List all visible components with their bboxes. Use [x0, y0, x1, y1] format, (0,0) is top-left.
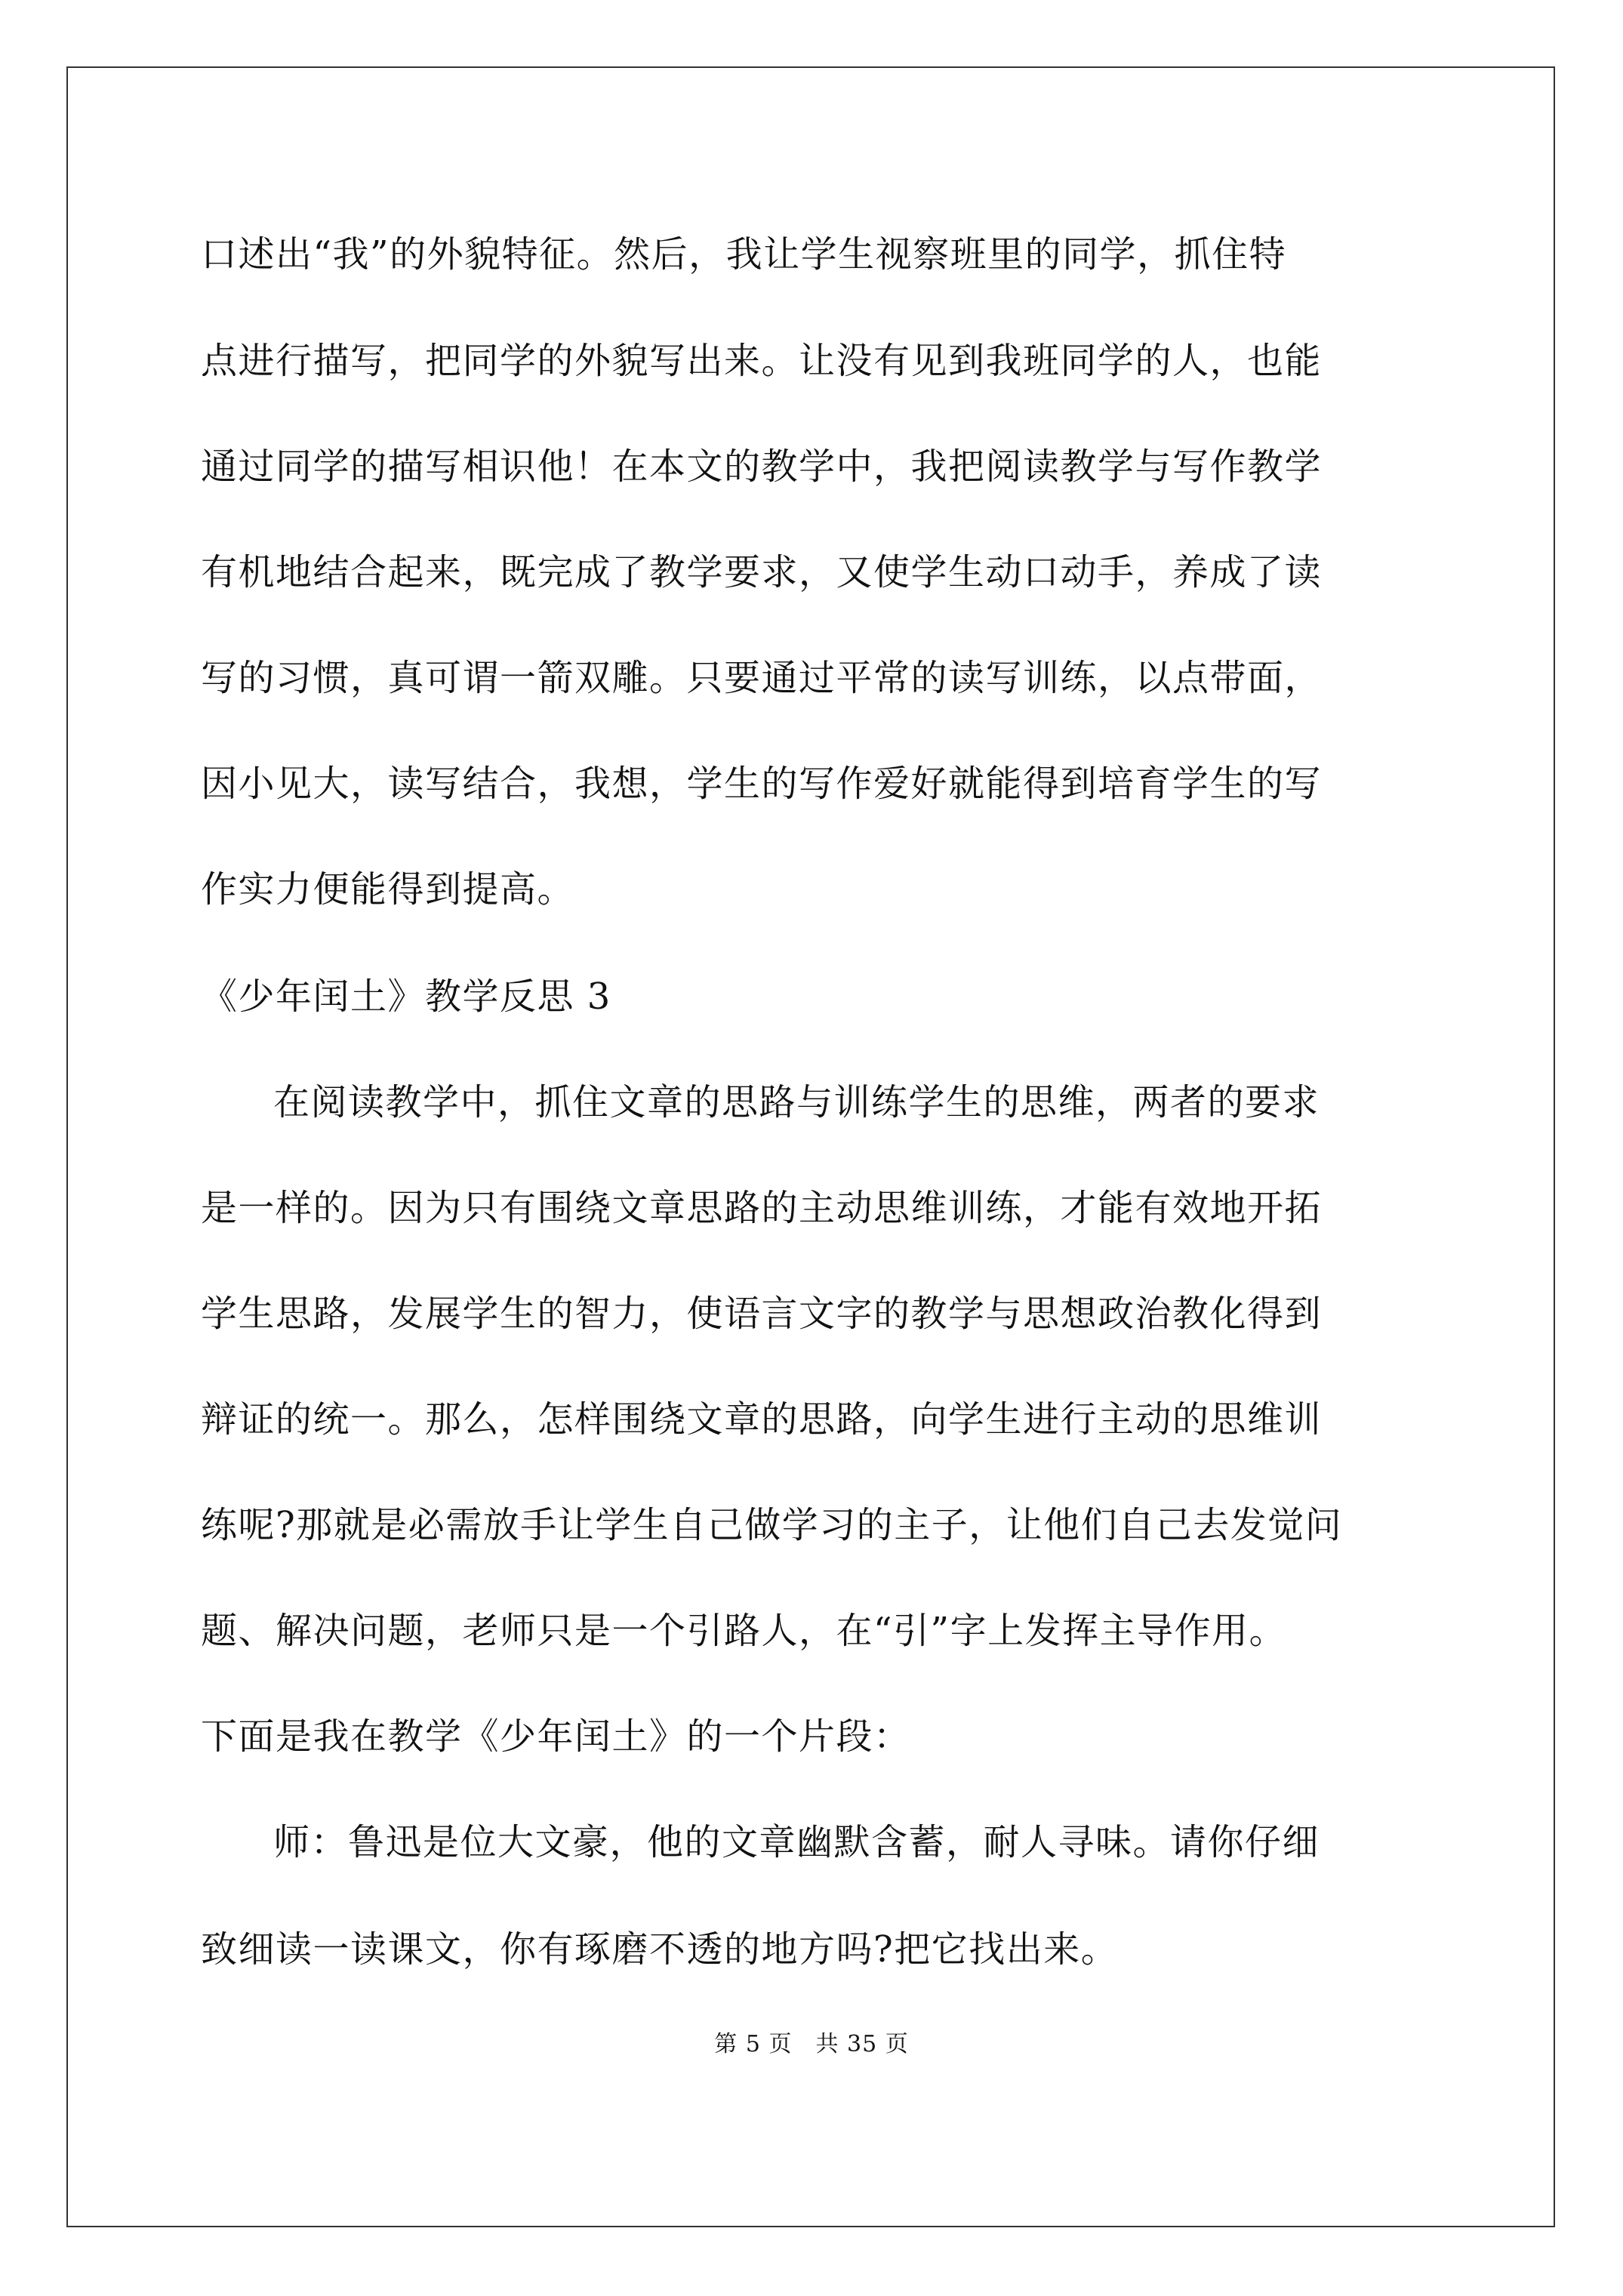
- page-footer: 第 5 页 共 35 页: [714, 2031, 909, 2057]
- paragraph-line: 师：鲁迅是位大文豪，他的文章幽默含蓄，耐人寻味。请你仔细: [273, 1821, 1320, 1863]
- paragraph-line: 下面是我在教学《少年闰土》的一个片段：: [201, 1715, 911, 1758]
- paragraph-line: 致细读一读课文，你有琢磨不透的地方吗?把它找出来。: [201, 1928, 1119, 1971]
- paragraph-line: 有机地结合起来，既完成了教学要求，又使学生动口动手，养成了读: [201, 551, 1323, 593]
- paragraph-line: 因小见大，读写结合，我想，学生的写作爱好就能得到培育学生的写: [201, 763, 1323, 805]
- page-border: [66, 66, 1555, 2227]
- paragraph-line: 题、解决问题，老师只是一个引路人，在“引”字上发挥主导作用。: [201, 1610, 1287, 1652]
- paragraph-line: 通过同学的描写相识他！在本文的教学中，我把阅读教学与写作教学: [201, 445, 1323, 488]
- paragraph-line: 点进行描写，把同学的外貌写出来。让没有见到我班同学的人，也能: [201, 340, 1323, 382]
- section-title: 《少年闰土》教学反思 3: [201, 975, 611, 1018]
- paragraph-line: 写的习惯，真可谓一箭双雕。只要通过平常的读写训练，以点带面，: [201, 657, 1323, 699]
- paragraph-line: 练呢?那就是必需放手让学生自己做学习的主子，让他们自己去发觉问: [201, 1504, 1343, 1546]
- paragraph-line: 作实力便能得到提高。: [201, 868, 575, 911]
- paragraph-line: 学生思路，发展学生的智力，使语言文字的教学与思想政治教化得到: [201, 1293, 1323, 1335]
- paragraph-line: 是一样的。因为只有围绕文章思路的主动思维训练，才能有效地开拓: [201, 1187, 1323, 1229]
- paragraph-line: 口述出“我”的外貌特征。然后，我让学生视察班里的同学，抓住特: [201, 233, 1287, 276]
- paragraph-line: 辩证的统一。那么，怎样围绕文章的思路，向学生进行主动的思维训: [201, 1398, 1323, 1441]
- paragraph-line: 在阅读教学中，抓住文章的思路与训练学生的思维，两者的要求: [273, 1081, 1320, 1123]
